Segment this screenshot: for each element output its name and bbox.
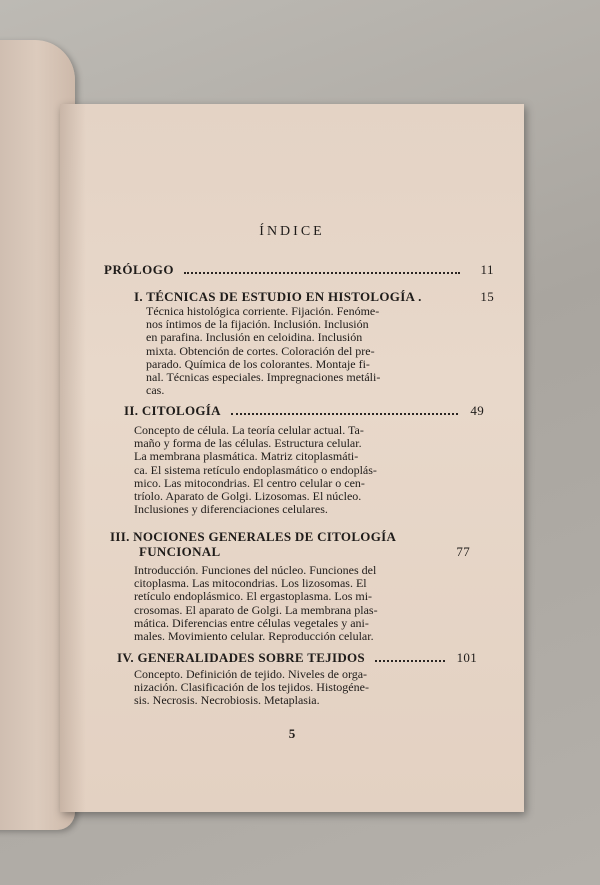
section-page: 15 bbox=[480, 289, 494, 304]
body-line: cas. bbox=[146, 383, 165, 398]
body-line: retículo endoplásmico. El ergastoplasma. Los mi- bbox=[134, 589, 373, 604]
toc-section-1 bbox=[134, 289, 494, 397]
body-line: La membrana plasmática. Matriz citoplasmáti- bbox=[134, 449, 359, 464]
section-page: 77 bbox=[456, 544, 470, 559]
section-body bbox=[146, 305, 446, 397]
section-heading: IV. GENERALIDADES SOBRE TEJIDOS bbox=[117, 650, 365, 665]
toc-section-4 bbox=[117, 650, 477, 708]
body-line: Concepto de célula. La teoría celular actual. Ta- bbox=[134, 423, 364, 437]
section-heading: III. NOCIONES GENERALES DE CITOLOGÍA bbox=[110, 529, 397, 544]
body-line: mico. Las mitocondrias. El centro celular o cen- bbox=[134, 475, 365, 490]
body-line: nos íntimos de la fijación. Inclusión. Inclusión bbox=[146, 317, 369, 332]
section-heading-continued: FUNCIONAL bbox=[139, 544, 221, 559]
body-line: tríolo. Aparato de Golgi. Lizosomas. El núcleo. bbox=[134, 489, 362, 504]
body-line: males. Movimiento celular. Reproducción celular. bbox=[134, 629, 374, 644]
toc-section-2 bbox=[124, 403, 484, 516]
body-line: nal. Técnicas especiales. Impregnaciones metáli- bbox=[146, 370, 381, 385]
section-body bbox=[134, 668, 434, 708]
body-line: maño y forma de las células. Estructura celular. bbox=[134, 436, 362, 451]
section-heading: II. CITOLOGÍA bbox=[124, 403, 221, 418]
toc-entry-prologue bbox=[104, 262, 494, 278]
prologue-page: 11 bbox=[480, 262, 494, 277]
section-page: 49 bbox=[470, 403, 484, 418]
body-line: mática. Diferencias entre células vegetales y ani- bbox=[134, 615, 369, 630]
index-title: ÍNDICE bbox=[259, 224, 325, 239]
prologue-label: PRÓLOGO bbox=[104, 262, 174, 277]
toc-section-3 bbox=[110, 529, 470, 643]
section-page: 101 bbox=[456, 650, 477, 665]
body-line: Inclusiones y diferenciaciones celulares. bbox=[134, 502, 328, 517]
body-line: Introducción. Funciones del núcleo. Funciones del bbox=[134, 563, 377, 577]
body-line: citoplasma. Las mitocondrias. Los lizosomas. El bbox=[134, 576, 367, 591]
body-line: en parafina. Inclusión en celoidina. Inclusión bbox=[146, 330, 363, 345]
page-number: 5 bbox=[288, 726, 296, 741]
section-heading: I. TÉCNICAS DE ESTUDIO EN HISTOLOGÍA . bbox=[134, 289, 422, 304]
book-page bbox=[60, 104, 524, 812]
body-line: crosomas. El aparato de Golgi. La membrana plas- bbox=[134, 602, 378, 617]
body-line: Concepto. Definición de tejido. Niveles de orga- bbox=[134, 667, 368, 681]
body-line: sis. Necrosis. Necrobiosis. Metaplasia. bbox=[134, 693, 320, 708]
section-body bbox=[134, 564, 434, 643]
body-line: nización. Clasificación de los tejidos. Histogéne- bbox=[134, 680, 369, 695]
body-line: Técnica histológica corriente. Fijación. Fenóme- bbox=[146, 304, 380, 318]
leader-dots bbox=[231, 413, 459, 415]
section-body bbox=[134, 424, 434, 516]
leader-dots bbox=[375, 660, 445, 662]
body-line: mixta. Obtención de cortes. Coloración del pre- bbox=[146, 343, 375, 358]
body-line: parado. Química de los colorantes. Montaje fi- bbox=[146, 356, 370, 371]
body-line: ca. El sistema retículo endoplasmático o endoplás- bbox=[134, 462, 377, 477]
leader-dots bbox=[184, 272, 460, 274]
